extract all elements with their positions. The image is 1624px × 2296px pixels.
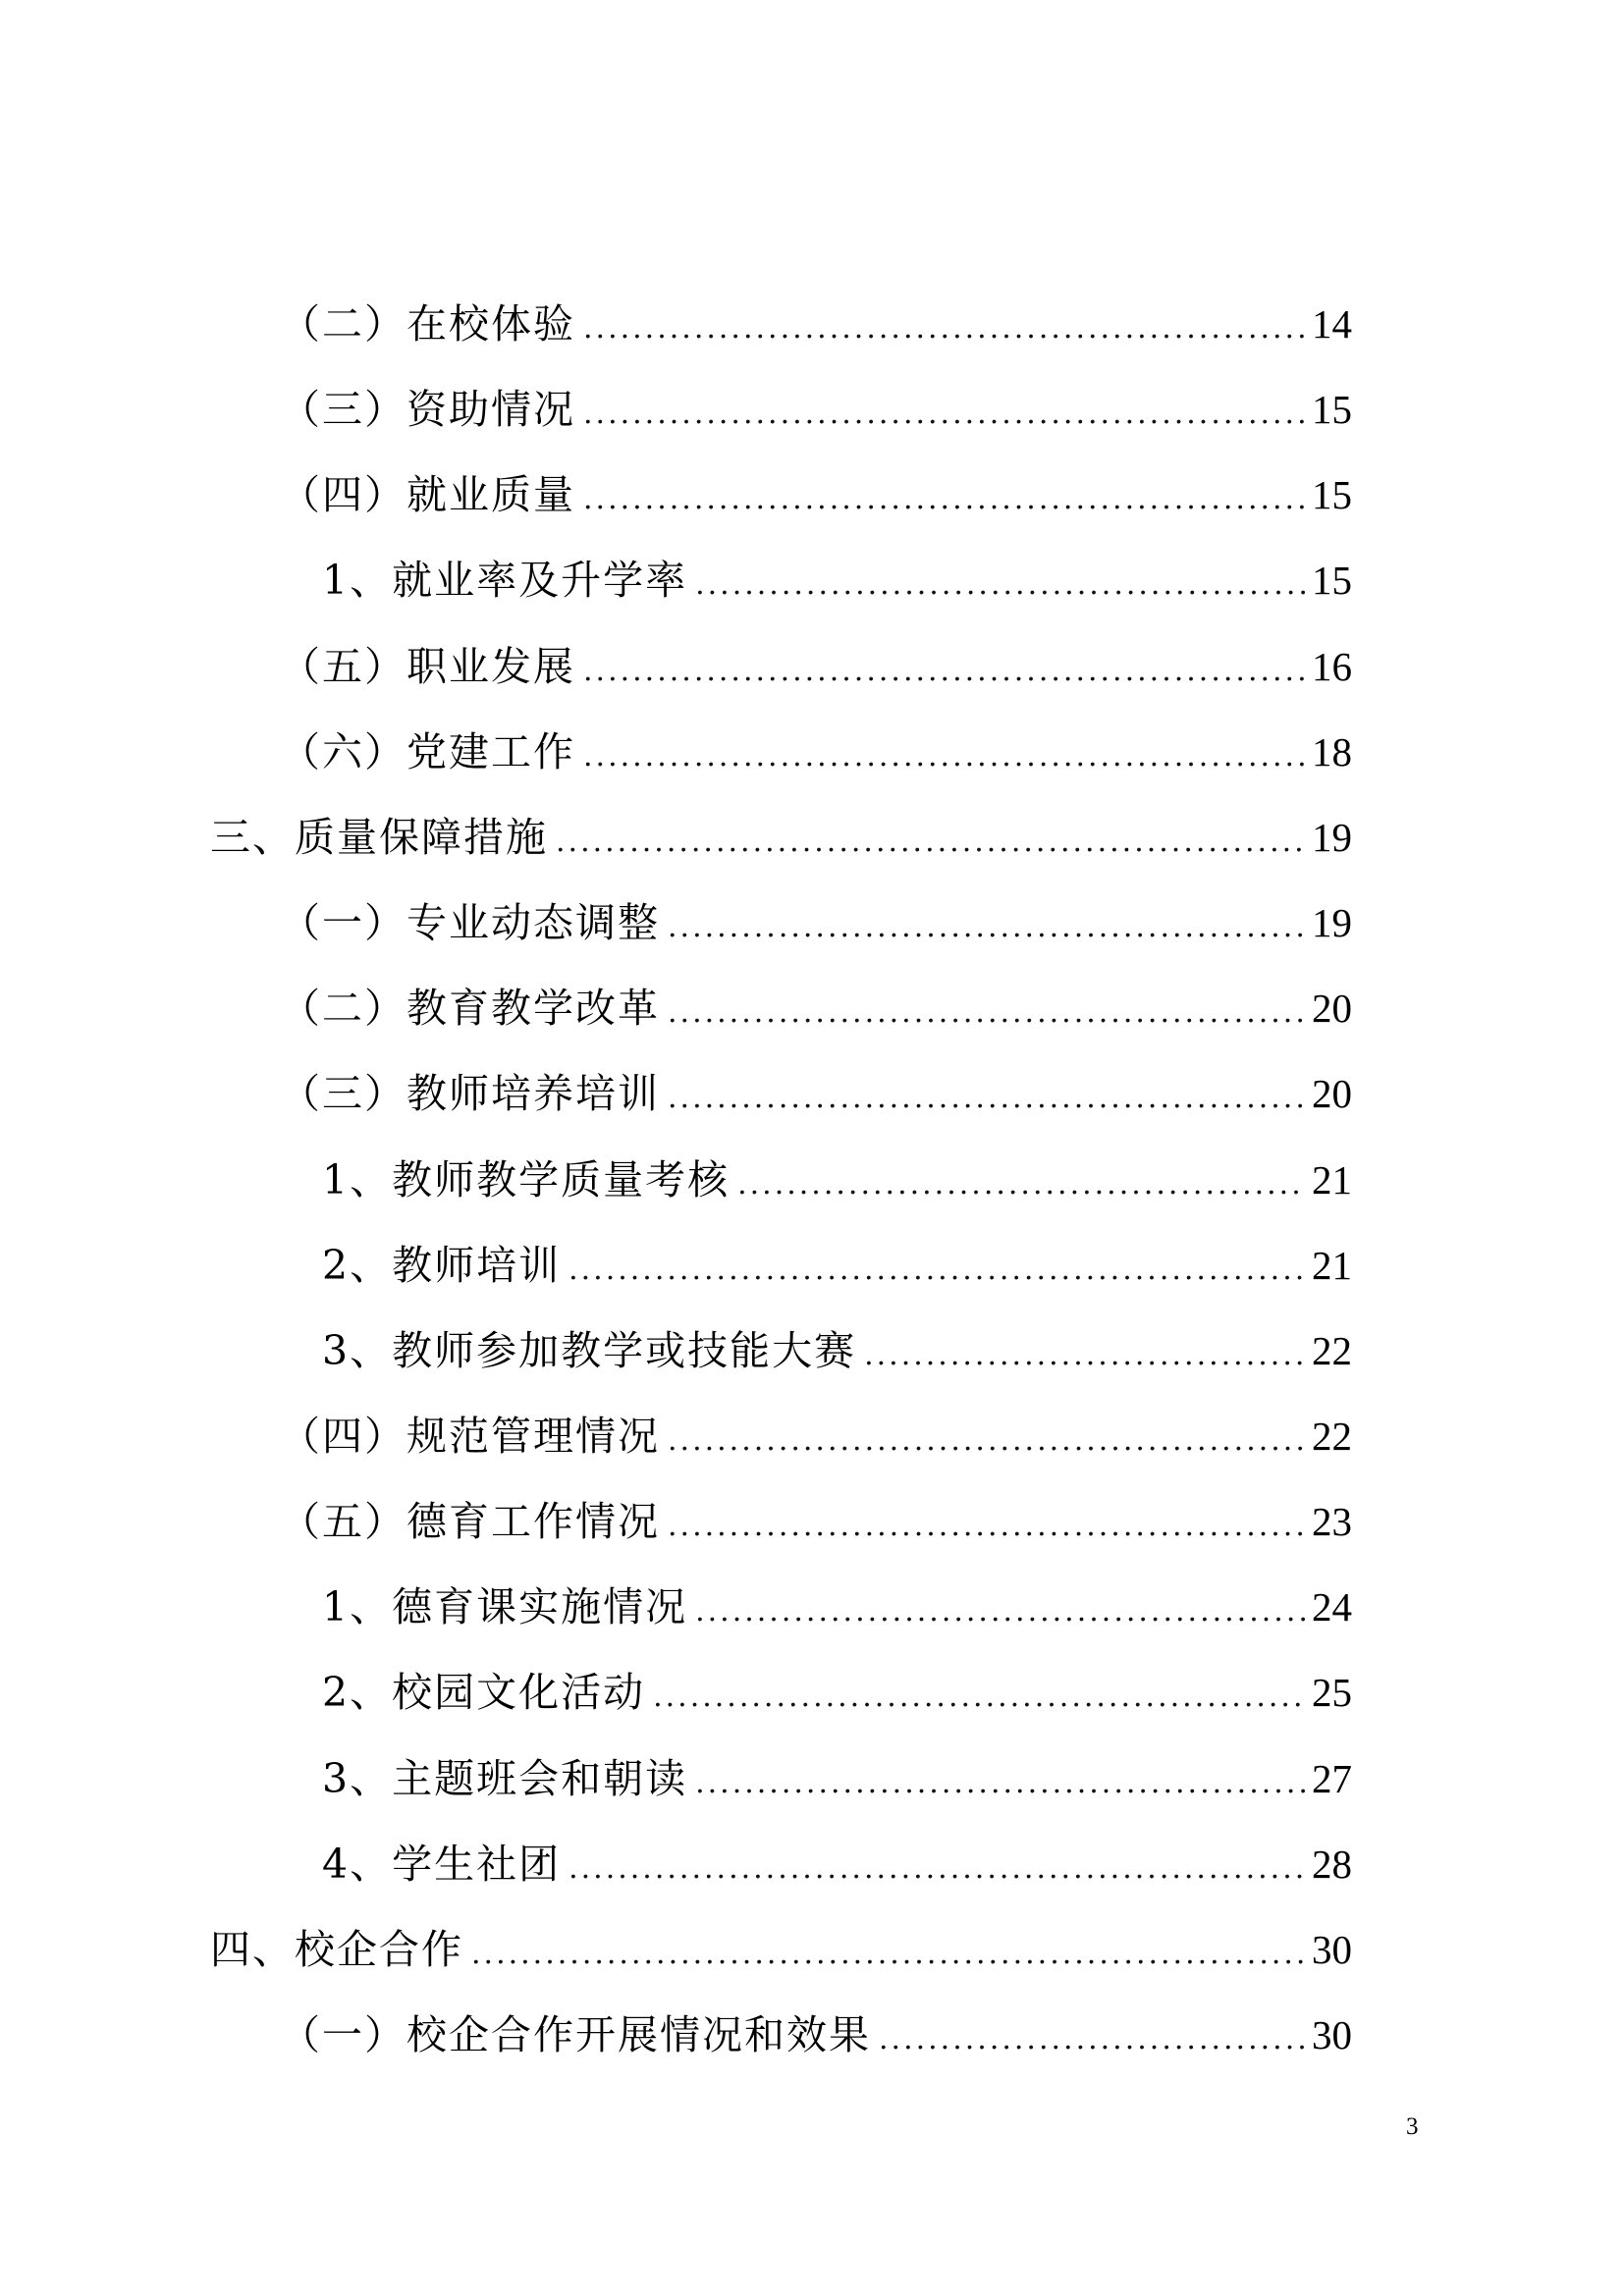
toc-entry[interactable] [280, 2005, 1352, 2064]
toc-entry-title: 三、质量保障措施 [210, 814, 548, 861]
toc-entry[interactable] [280, 465, 1352, 524]
toc-entry-page: 22 [1312, 1414, 1352, 1459]
toc-entry-page: 15 [1312, 558, 1352, 603]
toc-dot-leader [695, 1582, 1306, 1641]
toc-entry-title: 3、教师参加教学或技能大赛 [322, 1327, 857, 1374]
toc-entry[interactable] [280, 1064, 1352, 1123]
toc-entry-page: 19 [1312, 815, 1352, 860]
toc-entry[interactable] [322, 1577, 1352, 1636]
toc-entry-title: 4、学生社团 [322, 1841, 562, 1888]
toc-entry-title: 1、德育课实施情况 [322, 1583, 688, 1630]
toc-entry-page: 27 [1312, 1756, 1352, 1801]
toc-entry[interactable] [322, 1321, 1352, 1380]
toc-entry-page: 22 [1312, 1328, 1352, 1373]
toc-entry-page: 21 [1312, 1243, 1352, 1288]
toc-entry[interactable] [280, 722, 1352, 781]
toc-dot-leader [695, 1754, 1306, 1813]
toc-entry-title: 1、就业率及升学率 [322, 557, 688, 604]
toc-entry[interactable] [280, 1407, 1352, 1466]
toc-dot-leader [668, 1069, 1306, 1128]
toc-entry-page: 14 [1312, 301, 1352, 347]
toc-dot-leader [583, 727, 1306, 786]
toc-entry-page: 20 [1312, 1071, 1352, 1116]
page-number: 3 [1406, 2113, 1419, 2140]
toc-dot-leader [668, 1412, 1306, 1470]
toc-entry[interactable] [280, 380, 1352, 439]
toc-entry-title: 3、主题班会和朝读 [322, 1755, 688, 1802]
toc-entry[interactable] [322, 1150, 1352, 1209]
toc-entry-page: 28 [1312, 1842, 1352, 1887]
toc-dot-leader [471, 1925, 1306, 1984]
toc-entry[interactable] [322, 551, 1352, 610]
toc-dot-leader [668, 984, 1306, 1042]
toc-entry-page: 20 [1312, 986, 1352, 1031]
toc-entry-page: 15 [1312, 472, 1352, 517]
toc-entry-page: 15 [1312, 387, 1352, 432]
toc-entry-title: （四）就业质量 [280, 471, 575, 518]
toc-entry-title: （一）校企合作开展情况和效果 [280, 2011, 871, 2058]
toc-dot-leader [583, 470, 1306, 529]
toc-entry-page: 24 [1312, 1584, 1352, 1629]
toc-entry-title: 2、校园文化活动 [322, 1669, 646, 1716]
toc-dot-leader [737, 1155, 1306, 1214]
toc-dot-leader [653, 1668, 1306, 1727]
toc-entry[interactable] [280, 1492, 1352, 1551]
toc-dot-leader [583, 299, 1306, 358]
toc-entry[interactable] [280, 294, 1352, 353]
toc-entry-title: （三）资助情况 [280, 386, 575, 433]
toc-entry[interactable] [210, 1920, 1352, 1979]
toc-entry[interactable] [322, 1749, 1352, 1808]
toc-dot-leader [864, 1326, 1306, 1385]
toc-entry-page: 21 [1312, 1157, 1352, 1202]
toc-dot-leader [568, 1840, 1306, 1898]
toc-entry-title: （三）教师培养培训 [280, 1070, 660, 1117]
toc-entry-title: （六）党建工作 [280, 728, 575, 775]
toc-entry-page: 18 [1312, 729, 1352, 774]
toc-dot-leader [583, 385, 1306, 444]
toc-entry[interactable] [280, 893, 1352, 952]
toc-dot-leader [879, 2010, 1306, 2069]
toc-entry-page: 23 [1312, 1499, 1352, 1544]
toc-entry[interactable] [280, 637, 1352, 696]
toc-entry[interactable] [210, 808, 1352, 867]
toc-entry[interactable] [322, 1835, 1352, 1894]
toc-entry-page: 30 [1312, 2012, 1352, 2057]
toc-entry-title: （四）规范管理情况 [280, 1413, 660, 1460]
toc-dot-leader [556, 813, 1306, 872]
toc-entry-title: 1、教师教学质量考核 [322, 1156, 731, 1203]
toc-entry-title: （一）专业动态调整 [280, 899, 660, 946]
toc-entry[interactable] [280, 979, 1352, 1038]
toc-entry[interactable] [322, 1663, 1352, 1722]
toc-entry-title: （五）德育工作情况 [280, 1498, 660, 1545]
toc-dot-leader [695, 556, 1306, 614]
toc-entry-title: 2、教师培训 [322, 1242, 562, 1289]
toc-entry-title: （五）职业发展 [280, 643, 575, 690]
toc-entry-page: 30 [1312, 1927, 1352, 1972]
toc-entry-page: 16 [1312, 644, 1352, 689]
toc-dot-leader [568, 1241, 1306, 1300]
toc-entry-title: （二）在校体验 [280, 300, 575, 347]
toc-entry-title: 四、校企合作 [210, 1926, 463, 1973]
toc-dot-leader [668, 1497, 1306, 1556]
toc-dot-leader [668, 898, 1306, 957]
toc-entry-title: （二）教育教学改革 [280, 985, 660, 1032]
toc-dot-leader [583, 642, 1306, 701]
toc-entry-page: 25 [1312, 1670, 1352, 1715]
toc-entry-page: 19 [1312, 900, 1352, 945]
toc-entry[interactable] [322, 1236, 1352, 1295]
